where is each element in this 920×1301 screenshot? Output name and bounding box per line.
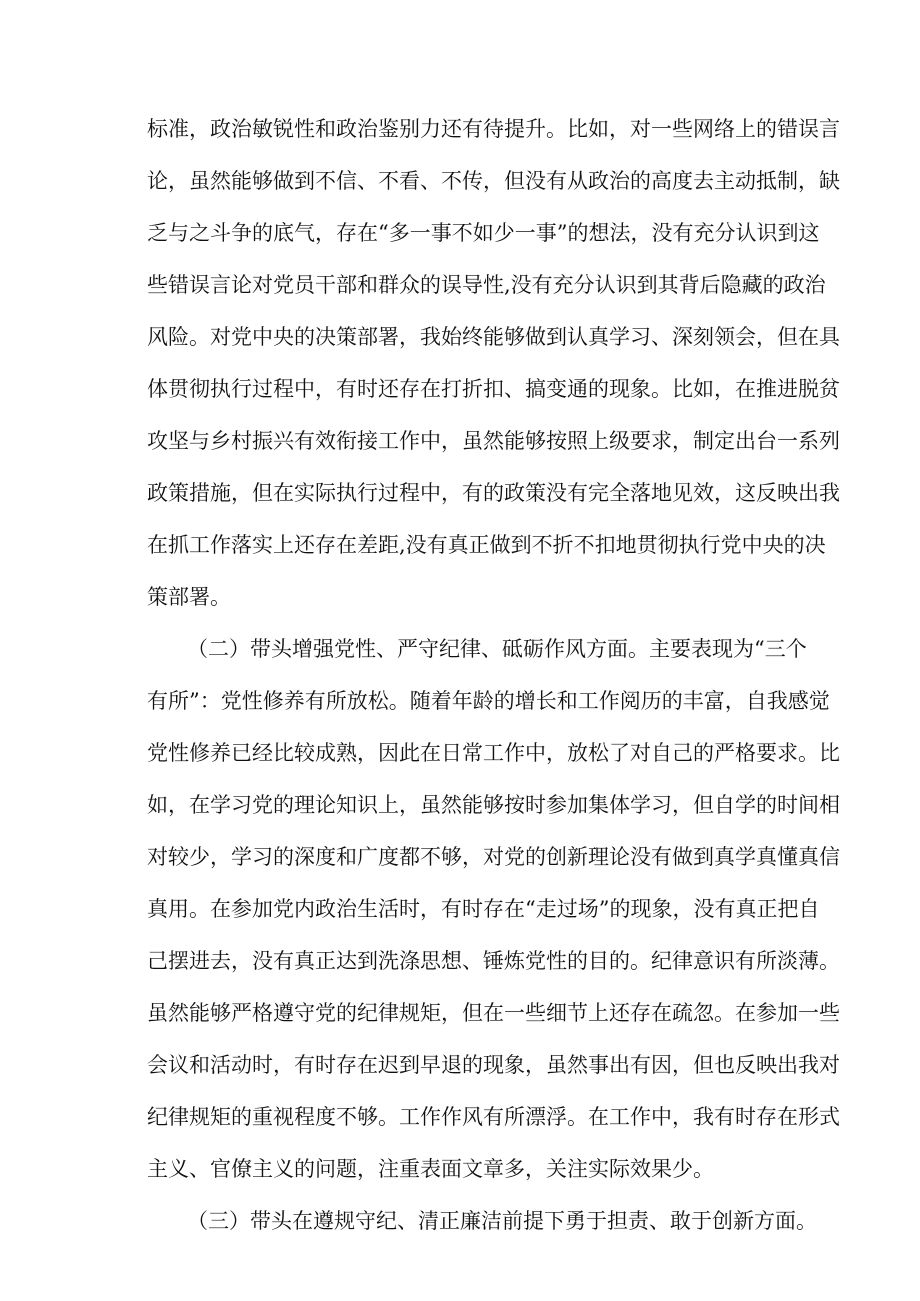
text-line: 攻坚与乡村振兴有效衔接工作中，虽然能够按照上级要求，制定出台一系列 [147,429,840,453]
text-line: 风险。对党中央的决策部署，我始终能够做到认真学习、深刻领会，但在具 [147,325,840,349]
text-line: 真用。在参加党内政治生活时，有时存在“走过场”的现象，没有真正把自 [147,897,820,921]
text-line: 体贯彻执行过程中，有时还存在打折扣、搞变通的现象。比如，在推进脱贫 [147,377,840,401]
text-line: 会议和活动时，有时存在迟到早退的现象，虽然事出有因，但也反映出我对 [147,1053,840,1077]
text-line: 些错误言论对党员干部和群众的误导性,没有充分认识到其背后隐藏的政治 [147,273,826,297]
text-line: 纪律规矩的重视程度不够。工作作风有所漂浮。在工作中，我有时存在形式 [147,1105,840,1129]
text-line: 政策措施，但在实际执行过程中，有的政策没有完全落地见效，这反映出我 [147,481,840,505]
text-line: 对较少，学习的深度和广度都不够，对党的创新理论没有做到真学真懂真信 [147,845,840,869]
text-line: 党性修养已经比较成熟，因此在日常工作中，放松了对自己的严格要求。比 [147,741,840,765]
text-line: 虽然能够严格遵守党的纪律规矩，但在一些细节上还存在疏忽。在参加一些 [147,1001,840,1025]
section-heading-line: （二）带头增强党性、严守纪律、砥砺作风方面。主要表现为“三个 [187,637,807,661]
text-line: 在抓工作落实上还存在差距,没有真正做到不折不扣地贯彻执行党中央的决 [147,533,826,557]
text-line: 如，在学习党的理论知识上，虽然能够按时参加集体学习，但自学的时间相 [147,793,840,817]
text-line: 论，虽然能够做到不信、不看、不传，但没有从政治的高度去主动抵制，缺 [147,169,840,193]
text-line: 主义、官僚主义的问题，注重表面文章多，关注实际效果少。 [147,1157,714,1181]
section-heading-line: （三）带头在遵规守纪、清正廉洁前提下勇于担责、敢于创新方面。 [187,1209,817,1233]
text-line: 策部署。 [147,585,231,609]
text-line: 乏与之斗争的底气，存在“多一事不如少一事”的想法，没有充分认识到这 [147,221,820,245]
text-line: 己摆进去，没有真正达到洗涤思想、锤炼党性的目的。纪律意识有所淡薄。 [147,949,840,973]
text-line: 标准，政治敏锐性和政治鉴别力还有待提升。比如，对一些网络上的错误言 [147,117,840,141]
text-line: 有所”：党性修养有所放松。随着年龄的增长和工作阅历的丰富，自我感觉 [147,689,830,713]
